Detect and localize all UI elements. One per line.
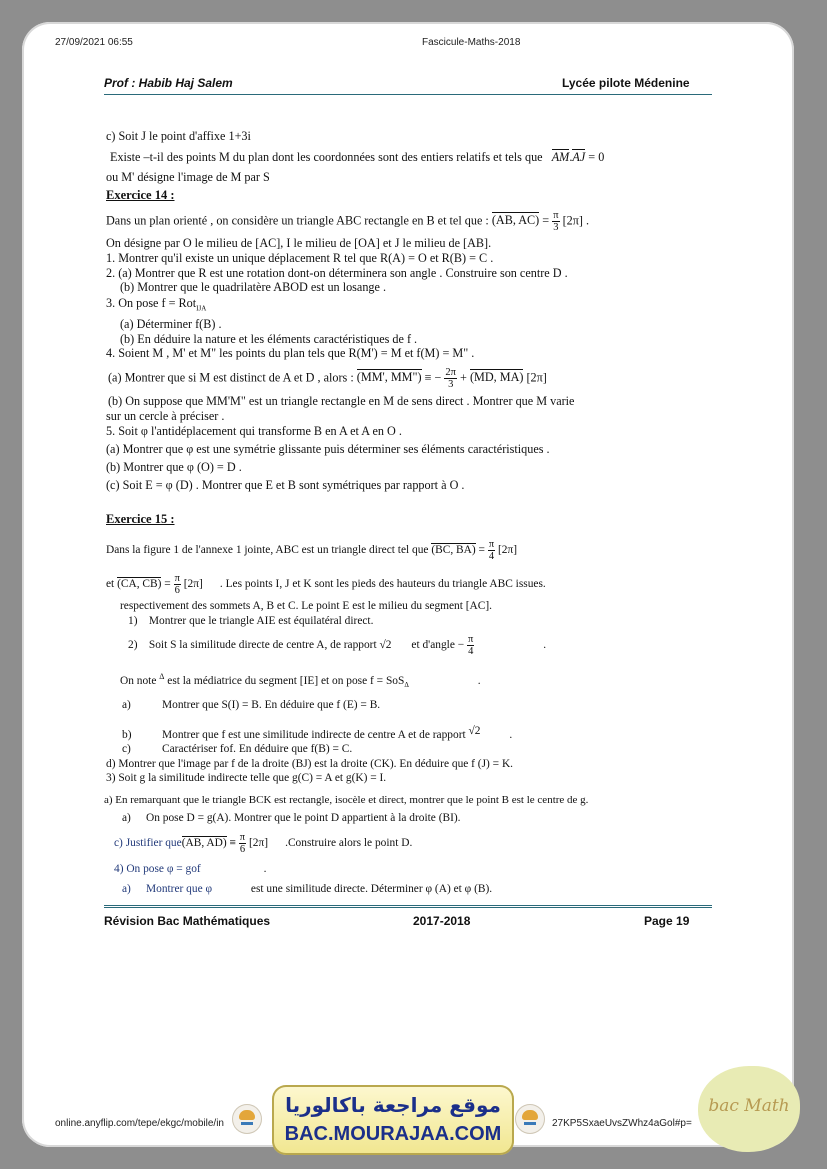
ex14-line-16: (c) Soit E = φ (D) . Montrer que E et B sont symétriques par rapport à O .	[106, 478, 465, 492]
footer-year: 2017-2018	[413, 914, 471, 928]
ex14-line-15: (b) Montrer que φ (O) = D .	[106, 460, 242, 474]
ex14-line-4: 2. (a) Montrer que R est une rotation dont-on déterminera son angle . Construire son centre D .	[106, 266, 568, 280]
watermark-text: bac Math	[708, 1096, 790, 1116]
site-logo-icon-right	[515, 1104, 545, 1134]
ex14-line-1: Dans un plan orienté , on considère un triangle ABC rectangle en B et tel que : (AB, AC) = $\frac{\pi}{3}$ [2π] .	[106, 210, 590, 233]
header-rule	[104, 94, 712, 95]
ex14-line-9: 4. Soient M , M' et M" les points du plan tels que R(M') = M et f(M) = M" .	[106, 346, 475, 360]
footer-left: Révision Bac Mathématiques	[104, 914, 271, 928]
ex15-line-16: a) Montrer que φ est une similitude directe. Déterminer φ (A) et φ (B).	[122, 883, 493, 895]
bac-math-watermark	[698, 1066, 800, 1152]
ex14-line-10: (a) Montrer que si M est distinct de A et D , alors : (MM', MM") ≡ − $\frac{2\pi}{3}$ + (MD, MA) [2π]	[108, 367, 547, 390]
ex15-line-7: a) Montrer que S(I) = B. En déduire que f (E) = B.	[122, 699, 381, 711]
ex14-line-2: On désigne par O le milieu de [AC], I le milieu de [OA] et J le milieu de [AB].	[106, 236, 492, 250]
ex15-line-3: respectivement des sommets A, B et C. Le point E est le milieu du segment [AC].	[120, 600, 493, 612]
ex15-line-9: c) Caractériser fof. En déduire que f(B) = C.	[122, 743, 353, 755]
intro-mprime: ou M' désigne l'image de M par S	[106, 170, 270, 184]
ex15-line-12: a) En remarquant que le triangle BCK est rectangle, isocèle et direct, montrer que le point B est le centre de g.	[104, 794, 589, 806]
ex14-line-6: 3. On pose f = Rot$_{IJA}$	[106, 296, 207, 313]
ex15-line-13: a) On pose D = g(A). Montrer que le point D appartient à la droite (BI).	[122, 812, 461, 824]
ex14-line-13: 5. Soit φ l'antidéplacement qui transforme B en A et A en O .	[106, 424, 402, 438]
ex14-line-12: sur un cercle à préciser .	[106, 409, 225, 423]
exercise-15-title: Exercice 15 :	[106, 512, 175, 526]
print-date: 27/09/2021 06:55	[55, 37, 133, 48]
intro-line-c: c) Soit J le point d'affixe 1+3i	[106, 129, 251, 143]
footer-page: Page 19	[644, 914, 690, 928]
ex15-line-10: d) Montrer que l'image par f de la droite (BJ) est la droite (CK). En déduire que f (J) = K.	[106, 758, 514, 770]
banner-site-url[interactable]: BAC.MOURAJAA.COM	[284, 1123, 502, 1145]
ex14-line-7: (a) Déterminer f(B) .	[120, 317, 222, 331]
ex15-line-4: 1) Montrer que le triangle AIE est équilatéral direct.	[128, 615, 374, 627]
url-right[interactable]: 27KP5SxaeUvsZWhz4aGol#p=	[552, 1118, 692, 1129]
ex14-line-11: (b) On suppose que MM'M" est un triangle rectangle en M de sens direct . Montrer que M varie	[108, 394, 575, 408]
ex14-line-5: (b) Montrer que le quadrilatère ABOD est un losange .	[120, 280, 387, 294]
url-left[interactable]: online.anyflip.com/tepe/ekgc/mobile/in	[55, 1118, 224, 1129]
ex15-line-11: 3) Soit g la similitude indirecte telle que g(C) = A et g(K) = I.	[106, 772, 387, 784]
document-page	[22, 22, 794, 1147]
ex14-line-8: (b) En déduire la nature et les éléments caractéristiques de f .	[120, 332, 418, 346]
prof-name: Prof : Habib Haj Salem	[104, 76, 233, 90]
footer-rule	[104, 905, 712, 910]
ex15-line-1: Dans la figure 1 de l'annexe 1 jointe, ABC est un triangle direct tel que (BC, BA) = $\frac{\pi}{4}$ [2π]	[106, 539, 518, 562]
ex15-line-6: On note $^\Delta$ est la médiatrice du segment [IE] et on pose f = SoS$_\Delta$ .	[120, 672, 481, 690]
print-title: Fascicule-Maths-2018	[422, 37, 521, 48]
ex14-line-3: 1. Montrer qu'il existe un unique déplacement R tel que R(A) = O et R(B) = C .	[106, 251, 494, 265]
exercise-14-title: Exercice 14 :	[106, 188, 175, 202]
school-name: Lycée pilote Médenine	[562, 76, 690, 90]
banner-arabic-title: موقع مراجعة باكالوريا	[285, 1093, 501, 1117]
ex15-line-8: b) Montrer que f est une similitude indirecte de centre A et de rapport √2 .	[122, 725, 513, 741]
ex14-line-14: (a) Montrer que φ est une symétrie glissante puis déterminer ses éléments caractéristiques .	[106, 442, 550, 456]
site-logo-icon	[232, 1104, 262, 1134]
ex15-line-14: c) Justifier que(AB, AD) ≡ $\frac{\pi}{6}$ [2π] .Construire alors le point D.	[114, 832, 413, 855]
ex15-line-2: et (CA, CB) = $\frac{\pi}{6}$ [2π] . Les points I, J et K sont les pieds des hauteurs du triangle ABC issues.	[106, 573, 546, 596]
ex15-line-15: 4) On pose φ = gof .	[114, 863, 267, 875]
intro-exists: Existe –t-il des points M du plan dont les coordonnées sont des entiers relatifs et tels que AM.AJ = 0	[110, 150, 605, 164]
site-banner[interactable]	[272, 1085, 514, 1155]
ex15-line-5: 2) Soit S la similitude directe de centre A, de rapport √2 et d'angle − $\frac{\pi}{4}$ .	[128, 634, 547, 657]
